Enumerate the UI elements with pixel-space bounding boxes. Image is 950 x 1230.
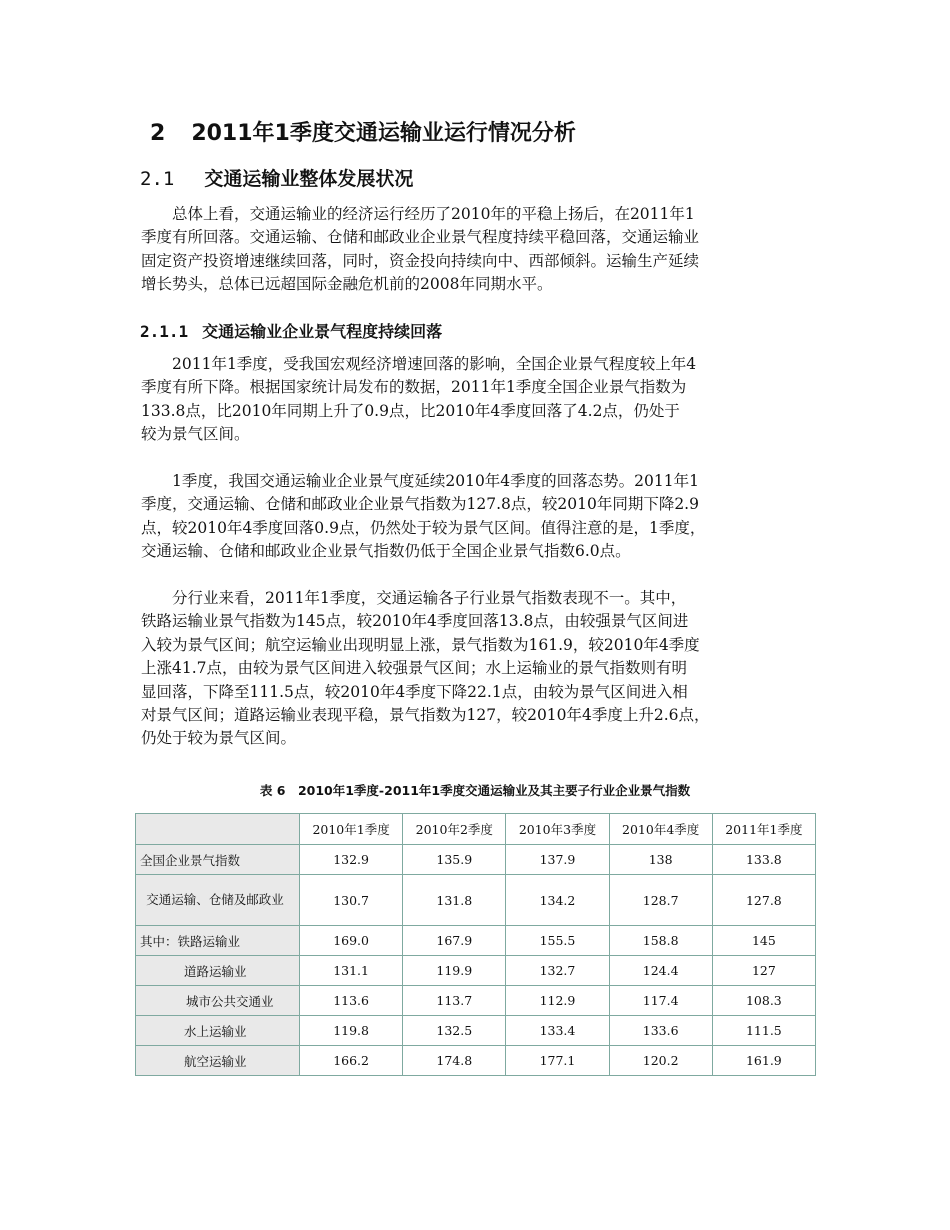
table-cell: 174.8 bbox=[403, 1046, 506, 1076]
subsubsection-title: 交通运输业企业景气程度持续回落 bbox=[202, 322, 443, 341]
table-cell: 132.9 bbox=[300, 845, 403, 875]
table-row bbox=[136, 1016, 816, 1046]
text-line: 上涨41.7点，由较为景气区间进入较强景气区间；水上运输业的景气指数则有明 bbox=[141, 659, 688, 678]
row-label-cell bbox=[136, 875, 300, 926]
table-cell: 137.9 bbox=[506, 845, 609, 875]
text-line: 固定资产投资增速继续回落，同时，资金投向持续向中、西部倾斜。运输生产延续 bbox=[141, 251, 700, 270]
table-cell: 133.8 bbox=[712, 845, 815, 875]
section-heading bbox=[150, 116, 576, 147]
table-row bbox=[136, 875, 816, 926]
table-cell: 133.4 bbox=[506, 1016, 609, 1046]
table-cell: 117.4 bbox=[609, 986, 712, 1016]
text-line: 增长势头，总体已远超国际金融危机前的2008年同期水平。 bbox=[141, 275, 553, 294]
text-line: 2011年1季度，受我国宏观经济增速回落的影响，全国企业景气程度较上年4 bbox=[141, 355, 697, 373]
table-header-cell: 2011年1季度 bbox=[712, 814, 815, 845]
subsection-title: 交通运输业整体发展状况 bbox=[204, 168, 414, 190]
text-line: 入较为景气区间；航空运输业出现明显上涨，景气指数为161.9，较2010年4季度 bbox=[141, 635, 700, 654]
table-cell: 177.1 bbox=[506, 1046, 609, 1076]
row-label: 航空运输业 bbox=[136, 1046, 300, 1076]
table-cell: 113.6 bbox=[300, 986, 403, 1016]
table-row bbox=[136, 926, 816, 956]
row-label: 其中：铁路运输业 bbox=[136, 926, 300, 956]
table-cell: 135.9 bbox=[403, 845, 506, 875]
paragraph-national-index bbox=[141, 353, 821, 447]
text-line: 1季度，我国交通运输业企业景气度延续2010年4季度的回落态势。2011年1 bbox=[141, 472, 699, 490]
subsection-heading bbox=[140, 164, 413, 191]
table-cell: 130.7 bbox=[300, 875, 403, 926]
text-line: 季度有所回落。交通运输、仓储和邮政业企业景气程度持续平稳回落，交通运输业 bbox=[141, 228, 700, 247]
row-label: 交通运输、仓储及邮政业 bbox=[146, 892, 284, 907]
row-label: 城市公共交通业 bbox=[136, 986, 300, 1016]
table-cell: 124.4 bbox=[609, 956, 712, 986]
text-line: 交通运输、仓储和邮政业企业景气指数仍低于全国企业景气指数6.0点。 bbox=[141, 542, 631, 561]
section-title: 2011年1季度交通运输业运行情况分析 bbox=[191, 121, 576, 146]
table-cell: 131.1 bbox=[300, 956, 403, 986]
table-cell: 108.3 bbox=[712, 986, 815, 1016]
subsubsection-heading bbox=[140, 319, 442, 342]
table-header-row bbox=[136, 814, 816, 845]
text-line: 较为景气区间。 bbox=[141, 425, 250, 444]
table-cell: 155.5 bbox=[506, 926, 609, 956]
table-row bbox=[136, 956, 816, 986]
table-cell: 119.9 bbox=[403, 956, 506, 986]
table-cell: 131.8 bbox=[403, 875, 506, 926]
table-cell: 133.6 bbox=[609, 1016, 712, 1046]
table-caption: 表 6 2010年1季度-2011年1季度交通运输业及其主要子行业企业景气指数 bbox=[259, 783, 691, 798]
table-row bbox=[136, 986, 816, 1016]
table-cell: 127 bbox=[712, 956, 815, 986]
row-label: 水上运输业 bbox=[136, 1016, 300, 1046]
text-line: 分行业来看，2011年1季度，交通运输各子行业景气指数表现不一。其中， bbox=[141, 589, 687, 607]
paragraph-subsectors bbox=[141, 587, 821, 751]
table-cell: 158.8 bbox=[609, 926, 712, 956]
section-number: 2 bbox=[150, 121, 166, 146]
table-cell: 167.9 bbox=[403, 926, 506, 956]
row-label: 全国企业景气指数 bbox=[136, 845, 300, 875]
table-cell: 128.7 bbox=[609, 875, 712, 926]
text-line: 对景气区间；道路运输业表现平稳，景气指数为127，较2010年4季度上升2.6点， bbox=[141, 706, 710, 725]
table-cell: 166.2 bbox=[300, 1046, 403, 1076]
row-label: 道路运输业 bbox=[136, 956, 300, 986]
table-header-corner bbox=[136, 814, 300, 845]
text-line: 显回落，下降至111.5点，较2010年4季度下降22.1点，由较为景气区间进入相 bbox=[141, 682, 688, 701]
table-cell: 138 bbox=[609, 845, 712, 875]
text-line: 133.8点，比2010年同期上升了0.9点，比2010年4季度回落了4.2点，仍处于 bbox=[141, 401, 680, 420]
table-header-cell: 2010年2季度 bbox=[403, 814, 506, 845]
text-line: 点，较2010年4季度回落0.9点，仍然处于较为景气区间。值得注意的是，1季度， bbox=[141, 518, 706, 537]
table-cell: 127.8 bbox=[712, 875, 815, 926]
table-cell: 132.7 bbox=[506, 956, 609, 986]
text-line: 总体上看，交通运输业的经济运行经历了2010年的平稳上扬后，在2011年1 bbox=[141, 205, 695, 223]
table-cell: 169.0 bbox=[300, 926, 403, 956]
paragraph-transport-index bbox=[141, 470, 821, 564]
text-line: 铁路运输业景气指数为145点，较2010年4季度回落13.8点，由较强景气区间进 bbox=[141, 612, 689, 631]
table-row bbox=[136, 845, 816, 875]
table-cell: 119.8 bbox=[300, 1016, 403, 1046]
table-cell: 161.9 bbox=[712, 1046, 815, 1076]
subsubsection-number: 2.1.1 bbox=[140, 322, 189, 341]
table-header-cell: 2010年1季度 bbox=[300, 814, 403, 845]
table-row bbox=[136, 1046, 816, 1076]
table-cell: 145 bbox=[712, 926, 815, 956]
table-cell: 111.5 bbox=[712, 1016, 815, 1046]
text-line: 季度，交通运输、仓储和邮政业企业景气指数为127.8点，较2010年同期下降2.9 bbox=[141, 495, 699, 514]
table-cell: 132.5 bbox=[403, 1016, 506, 1046]
table-cell: 113.7 bbox=[403, 986, 506, 1016]
table-cell: 112.9 bbox=[506, 986, 609, 1016]
index-table bbox=[135, 813, 816, 1076]
paragraph-overview bbox=[141, 203, 821, 297]
table-header-cell: 2010年3季度 bbox=[506, 814, 609, 845]
text-line: 仍处于较为景气区间。 bbox=[141, 729, 297, 748]
text-line: 季度有所下降。根据国家统计局发布的数据，2011年1季度全国企业景气指数为 bbox=[141, 378, 687, 397]
table-header-cell: 2010年4季度 bbox=[609, 814, 712, 845]
table-cell: 120.2 bbox=[609, 1046, 712, 1076]
table-cell: 134.2 bbox=[506, 875, 609, 926]
subsection-number: 2.1 bbox=[140, 168, 175, 190]
